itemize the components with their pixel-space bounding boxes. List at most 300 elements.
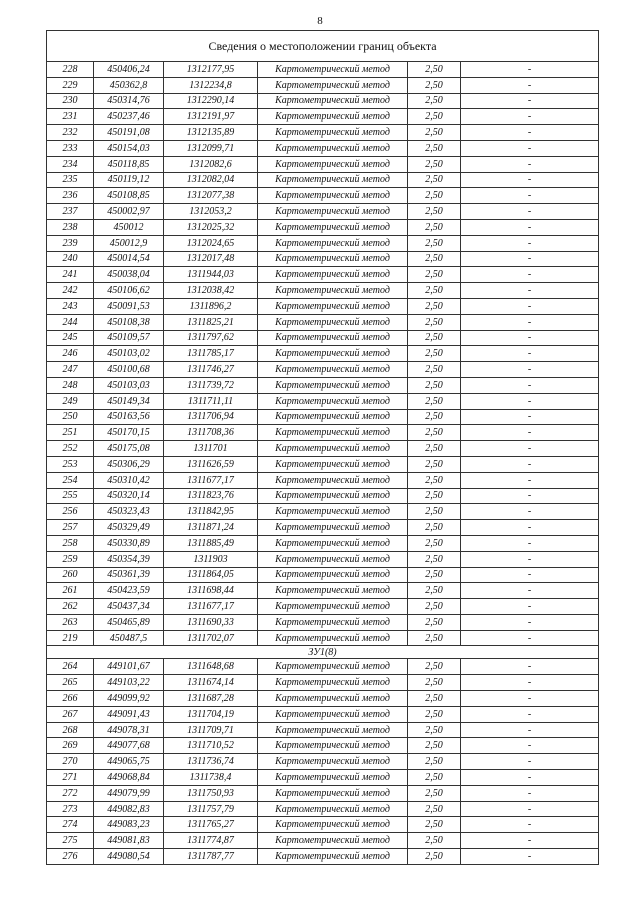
y-coordinate-cell: 1311687,28 [164, 691, 258, 707]
point-number-cell: 243 [47, 298, 94, 314]
precision-cell: 2,50 [408, 738, 461, 754]
table-row [47, 172, 599, 188]
x-coordinate-cell: 450329,49 [94, 520, 164, 536]
table-row [47, 125, 599, 141]
description-cell: - [461, 393, 599, 409]
precision-cell: 2,50 [408, 551, 461, 567]
y-coordinate-cell: 1312290,14 [164, 93, 258, 109]
y-coordinate-cell: 1311757,79 [164, 801, 258, 817]
method-cell: Картометрический метод [258, 535, 408, 551]
table-row [47, 362, 599, 378]
point-number-cell: 247 [47, 362, 94, 378]
precision-cell: 2,50 [408, 659, 461, 675]
method-cell: Картометрический метод [258, 801, 408, 817]
precision-cell: 2,50 [408, 488, 461, 504]
method-cell: Картометрический метод [258, 706, 408, 722]
precision-cell: 2,50 [408, 630, 461, 646]
x-coordinate-cell: 450012,9 [94, 235, 164, 251]
x-coordinate-cell: 450437,34 [94, 599, 164, 615]
description-cell: - [461, 738, 599, 754]
precision-cell: 2,50 [408, 599, 461, 615]
point-number-cell: 248 [47, 377, 94, 393]
x-coordinate-cell: 449065,75 [94, 754, 164, 770]
point-number-cell: 270 [47, 754, 94, 770]
method-cell: Картометрический метод [258, 849, 408, 865]
x-coordinate-cell: 450091,53 [94, 298, 164, 314]
precision-cell: 2,50 [408, 314, 461, 330]
table-row [47, 62, 599, 78]
table-row [47, 614, 599, 630]
point-number-cell: 276 [47, 849, 94, 865]
description-cell: - [461, 801, 599, 817]
x-coordinate-cell: 449068,84 [94, 770, 164, 786]
x-coordinate-cell: 449101,67 [94, 659, 164, 675]
description-cell: - [461, 504, 599, 520]
x-coordinate-cell: 449082,83 [94, 801, 164, 817]
point-number-cell: 266 [47, 691, 94, 707]
point-number-cell: 234 [47, 156, 94, 172]
y-coordinate-cell: 1311903 [164, 551, 258, 567]
description-cell: - [461, 583, 599, 599]
point-number-cell: 265 [47, 675, 94, 691]
method-cell: Картометрический метод [258, 267, 408, 283]
x-coordinate-cell: 450175,08 [94, 441, 164, 457]
y-coordinate-cell: 1312038,42 [164, 283, 258, 299]
precision-cell: 2,50 [408, 125, 461, 141]
x-coordinate-cell: 449077,68 [94, 738, 164, 754]
method-cell: Картометрический метод [258, 691, 408, 707]
y-coordinate-cell: 1311677,17 [164, 472, 258, 488]
precision-cell: 2,50 [408, 520, 461, 536]
x-coordinate-cell: 450119,12 [94, 172, 164, 188]
table-row [47, 393, 599, 409]
table-row [47, 251, 599, 267]
method-cell: Картометрический метод [258, 140, 408, 156]
description-cell: - [461, 551, 599, 567]
y-coordinate-cell: 1311708,36 [164, 425, 258, 441]
table-row [47, 472, 599, 488]
point-number-cell: 250 [47, 409, 94, 425]
y-coordinate-cell: 1311864,05 [164, 567, 258, 583]
y-coordinate-cell: 1311765,27 [164, 817, 258, 833]
precision-cell: 2,50 [408, 801, 461, 817]
description-cell: - [461, 849, 599, 865]
table-row [47, 109, 599, 125]
point-number-cell: 272 [47, 785, 94, 801]
precision-cell: 2,50 [408, 251, 461, 267]
x-coordinate-cell: 450237,46 [94, 109, 164, 125]
precision-cell: 2,50 [408, 362, 461, 378]
table-row [47, 583, 599, 599]
precision-cell: 2,50 [408, 267, 461, 283]
description-cell: - [461, 691, 599, 707]
table-row [47, 267, 599, 283]
y-coordinate-cell: 1311825,21 [164, 314, 258, 330]
table-row [47, 456, 599, 472]
precision-cell: 2,50 [408, 535, 461, 551]
table-row [47, 722, 599, 738]
description-cell: - [461, 488, 599, 504]
y-coordinate-cell: 1311738,4 [164, 770, 258, 786]
table-row [47, 551, 599, 567]
y-coordinate-cell: 1312191,97 [164, 109, 258, 125]
y-coordinate-cell: 1311648,68 [164, 659, 258, 675]
description-cell: - [461, 77, 599, 93]
table-row [47, 567, 599, 583]
point-number-cell: 244 [47, 314, 94, 330]
description-cell: - [461, 377, 599, 393]
point-number-cell: 274 [47, 817, 94, 833]
y-coordinate-cell: 1311711,11 [164, 393, 258, 409]
table-row [47, 691, 599, 707]
table-row [47, 425, 599, 441]
method-cell: Картометрический метод [258, 77, 408, 93]
description-cell: - [461, 456, 599, 472]
description-cell: - [461, 235, 599, 251]
table-row [47, 235, 599, 251]
precision-cell: 2,50 [408, 204, 461, 220]
method-cell: Картометрический метод [258, 504, 408, 520]
point-number-cell: 246 [47, 346, 94, 362]
precision-cell: 2,50 [408, 567, 461, 583]
precision-cell: 2,50 [408, 456, 461, 472]
method-cell: Картометрический метод [258, 659, 408, 675]
x-coordinate-cell: 450320,14 [94, 488, 164, 504]
precision-cell: 2,50 [408, 188, 461, 204]
method-cell: Картометрический метод [258, 754, 408, 770]
point-number-cell: 251 [47, 425, 94, 441]
precision-cell: 2,50 [408, 425, 461, 441]
method-cell: Картометрический метод [258, 599, 408, 615]
point-number-cell: 269 [47, 738, 94, 754]
precision-cell: 2,50 [408, 770, 461, 786]
point-number-cell: 273 [47, 801, 94, 817]
x-coordinate-cell: 449091,43 [94, 706, 164, 722]
x-coordinate-cell: 450306,29 [94, 456, 164, 472]
point-number-cell: 256 [47, 504, 94, 520]
table-title-row [47, 31, 599, 62]
x-coordinate-cell: 450310,42 [94, 472, 164, 488]
method-cell: Картометрический метод [258, 722, 408, 738]
method-cell: Картометрический метод [258, 738, 408, 754]
description-cell: - [461, 283, 599, 299]
point-number-cell: 233 [47, 140, 94, 156]
x-coordinate-cell: 450118,85 [94, 156, 164, 172]
table-row [47, 833, 599, 849]
table-row [47, 409, 599, 425]
page-number: 8 [317, 15, 323, 27]
x-coordinate-cell: 450330,89 [94, 535, 164, 551]
precision-cell: 2,50 [408, 393, 461, 409]
boundary-table [46, 30, 599, 865]
method-cell: Картометрический метод [258, 314, 408, 330]
point-number-cell: 258 [47, 535, 94, 551]
method-cell: Картометрический метод [258, 251, 408, 267]
method-cell: Картометрический метод [258, 551, 408, 567]
description-cell: - [461, 472, 599, 488]
y-coordinate-cell: 1311774,87 [164, 833, 258, 849]
x-coordinate-cell: 450100,68 [94, 362, 164, 378]
table-row [47, 93, 599, 109]
method-cell: Картометрический метод [258, 425, 408, 441]
description-cell: - [461, 330, 599, 346]
y-coordinate-cell: 1311702,07 [164, 630, 258, 646]
x-coordinate-cell: 449080,54 [94, 849, 164, 865]
method-cell: Картометрический метод [258, 833, 408, 849]
description-cell: - [461, 172, 599, 188]
method-cell: Картометрический метод [258, 770, 408, 786]
description-cell: - [461, 425, 599, 441]
point-number-cell: 259 [47, 551, 94, 567]
y-coordinate-cell: 1312135,89 [164, 125, 258, 141]
y-coordinate-cell: 1311736,74 [164, 754, 258, 770]
x-coordinate-cell: 449081,83 [94, 833, 164, 849]
precision-cell: 2,50 [408, 62, 461, 78]
point-number-cell: 237 [47, 204, 94, 220]
x-coordinate-cell: 450191,08 [94, 125, 164, 141]
point-number-cell: 255 [47, 488, 94, 504]
table-row [47, 204, 599, 220]
precision-cell: 2,50 [408, 817, 461, 833]
table-row [47, 377, 599, 393]
description-cell: - [461, 785, 599, 801]
table-row [47, 754, 599, 770]
precision-cell: 2,50 [408, 409, 461, 425]
method-cell: Картометрический метод [258, 283, 408, 299]
description-cell: - [461, 409, 599, 425]
y-coordinate-cell: 1312077,38 [164, 188, 258, 204]
x-coordinate-cell: 450406,24 [94, 62, 164, 78]
description-cell: - [461, 298, 599, 314]
method-cell: Картометрический метод [258, 409, 408, 425]
method-cell: Картометрический метод [258, 346, 408, 362]
y-coordinate-cell: 1311709,71 [164, 722, 258, 738]
y-coordinate-cell: 1311896,2 [164, 298, 258, 314]
point-number-cell: 240 [47, 251, 94, 267]
y-coordinate-cell: 1312082,04 [164, 172, 258, 188]
point-number-cell: 267 [47, 706, 94, 722]
point-number-cell: 245 [47, 330, 94, 346]
table-row [47, 346, 599, 362]
method-cell: Картометрический метод [258, 235, 408, 251]
precision-cell: 2,50 [408, 472, 461, 488]
description-cell: - [461, 599, 599, 615]
x-coordinate-cell: 450002,97 [94, 204, 164, 220]
table-row [47, 188, 599, 204]
table-row [47, 770, 599, 786]
precision-cell: 2,50 [408, 377, 461, 393]
table-row [47, 504, 599, 520]
description-cell: - [461, 362, 599, 378]
table-row [47, 283, 599, 299]
point-number-cell: 271 [47, 770, 94, 786]
precision-cell: 2,50 [408, 785, 461, 801]
y-coordinate-cell: 1311701 [164, 441, 258, 457]
x-coordinate-cell: 450103,03 [94, 377, 164, 393]
point-number-cell: 232 [47, 125, 94, 141]
y-coordinate-cell: 1311739,72 [164, 377, 258, 393]
description-cell: - [461, 93, 599, 109]
method-cell: Картометрический метод [258, 362, 408, 378]
method-cell: Картометрический метод [258, 614, 408, 630]
y-coordinate-cell: 1311704,19 [164, 706, 258, 722]
description-cell: - [461, 722, 599, 738]
method-cell: Картометрический метод [258, 125, 408, 141]
table-row [47, 219, 599, 235]
y-coordinate-cell: 1311785,17 [164, 346, 258, 362]
y-coordinate-cell: 1311690,33 [164, 614, 258, 630]
description-cell: - [461, 441, 599, 457]
x-coordinate-cell: 450106,62 [94, 283, 164, 299]
precision-cell: 2,50 [408, 298, 461, 314]
table-title: Сведения о местоположении границ объекта [47, 31, 599, 62]
x-coordinate-cell: 449103,22 [94, 675, 164, 691]
x-coordinate-cell: 450014,54 [94, 251, 164, 267]
precision-cell: 2,50 [408, 504, 461, 520]
precision-cell: 2,50 [408, 140, 461, 156]
description-cell: - [461, 754, 599, 770]
y-coordinate-cell: 1311677,17 [164, 599, 258, 615]
y-coordinate-cell: 1311674,14 [164, 675, 258, 691]
table-row [47, 314, 599, 330]
method-cell: Картометрический метод [258, 298, 408, 314]
point-number-cell: 268 [47, 722, 94, 738]
table-row [47, 738, 599, 754]
method-cell: Картометрический метод [258, 567, 408, 583]
point-number-cell: 263 [47, 614, 94, 630]
precision-cell: 2,50 [408, 849, 461, 865]
table-row [47, 630, 599, 646]
point-number-cell: 260 [47, 567, 94, 583]
x-coordinate-cell: 449079,99 [94, 785, 164, 801]
precision-cell: 2,50 [408, 691, 461, 707]
description-cell: - [461, 109, 599, 125]
y-coordinate-cell: 1311885,49 [164, 535, 258, 551]
table-row [47, 675, 599, 691]
method-cell: Картометрический метод [258, 488, 408, 504]
y-coordinate-cell: 1311626,59 [164, 456, 258, 472]
table-row [47, 785, 599, 801]
table-row [47, 77, 599, 93]
y-coordinate-cell: 1312234,8 [164, 77, 258, 93]
y-coordinate-cell: 1311944,03 [164, 267, 258, 283]
point-number-cell: 262 [47, 599, 94, 615]
point-number-cell: 254 [47, 472, 94, 488]
point-number-cell: 249 [47, 393, 94, 409]
precision-cell: 2,50 [408, 77, 461, 93]
point-number-cell: 238 [47, 219, 94, 235]
y-coordinate-cell: 1311710,52 [164, 738, 258, 754]
x-coordinate-cell: 450012 [94, 219, 164, 235]
x-coordinate-cell: 450423,59 [94, 583, 164, 599]
method-cell: Картометрический метод [258, 219, 408, 235]
method-cell: Картометрический метод [258, 520, 408, 536]
precision-cell: 2,50 [408, 219, 461, 235]
description-cell: - [461, 267, 599, 283]
x-coordinate-cell: 450170,15 [94, 425, 164, 441]
description-cell: - [461, 314, 599, 330]
description-cell: - [461, 125, 599, 141]
point-number-cell: 230 [47, 93, 94, 109]
table-row [47, 488, 599, 504]
precision-cell: 2,50 [408, 172, 461, 188]
description-cell: - [461, 140, 599, 156]
y-coordinate-cell: 1311797,62 [164, 330, 258, 346]
description-cell: - [461, 346, 599, 362]
table-row [47, 140, 599, 156]
x-coordinate-cell: 449083,23 [94, 817, 164, 833]
precision-cell: 2,50 [408, 754, 461, 770]
x-coordinate-cell: 449078,31 [94, 722, 164, 738]
method-cell: Картометрический метод [258, 817, 408, 833]
description-cell: - [461, 535, 599, 551]
y-coordinate-cell: 1311871,24 [164, 520, 258, 536]
point-number-cell: 235 [47, 172, 94, 188]
table-row [47, 599, 599, 615]
method-cell: Картометрический метод [258, 188, 408, 204]
description-cell: - [461, 156, 599, 172]
description-cell: - [461, 706, 599, 722]
description-cell: - [461, 630, 599, 646]
precision-cell: 2,50 [408, 346, 461, 362]
table-row [47, 659, 599, 675]
x-coordinate-cell: 449099,92 [94, 691, 164, 707]
method-cell: Картометрический метод [258, 630, 408, 646]
y-coordinate-cell: 1312053,2 [164, 204, 258, 220]
y-coordinate-cell: 1311787,77 [164, 849, 258, 865]
x-coordinate-cell: 450108,38 [94, 314, 164, 330]
point-number-cell: 228 [47, 62, 94, 78]
x-coordinate-cell: 450314,76 [94, 93, 164, 109]
method-cell: Картометрический метод [258, 456, 408, 472]
precision-cell: 2,50 [408, 330, 461, 346]
point-number-cell: 261 [47, 583, 94, 599]
point-number-cell: 239 [47, 235, 94, 251]
method-cell: Картометрический метод [258, 472, 408, 488]
point-number-cell: 253 [47, 456, 94, 472]
x-coordinate-cell: 450487,5 [94, 630, 164, 646]
precision-cell: 2,50 [408, 706, 461, 722]
table-row [47, 156, 599, 172]
x-coordinate-cell: 450354,39 [94, 551, 164, 567]
method-cell: Картометрический метод [258, 441, 408, 457]
method-cell: Картометрический метод [258, 93, 408, 109]
table-row [47, 706, 599, 722]
point-number-cell: 257 [47, 520, 94, 536]
method-cell: Картометрический метод [258, 377, 408, 393]
description-cell: - [461, 659, 599, 675]
method-cell: Картометрический метод [258, 172, 408, 188]
description-cell: - [461, 62, 599, 78]
y-coordinate-cell: 1311746,27 [164, 362, 258, 378]
y-coordinate-cell: 1312082,6 [164, 156, 258, 172]
method-cell: Картометрический метод [258, 204, 408, 220]
description-cell: - [461, 567, 599, 583]
precision-cell: 2,50 [408, 93, 461, 109]
x-coordinate-cell: 450362,8 [94, 77, 164, 93]
x-coordinate-cell: 450038,04 [94, 267, 164, 283]
method-cell: Картометрический метод [258, 62, 408, 78]
method-cell: Картометрический метод [258, 675, 408, 691]
precision-cell: 2,50 [408, 583, 461, 599]
precision-cell: 2,50 [408, 441, 461, 457]
x-coordinate-cell: 450149,34 [94, 393, 164, 409]
table-row [47, 330, 599, 346]
y-coordinate-cell: 1311706,94 [164, 409, 258, 425]
description-cell: - [461, 204, 599, 220]
x-coordinate-cell: 450154,03 [94, 140, 164, 156]
precision-cell: 2,50 [408, 283, 461, 299]
